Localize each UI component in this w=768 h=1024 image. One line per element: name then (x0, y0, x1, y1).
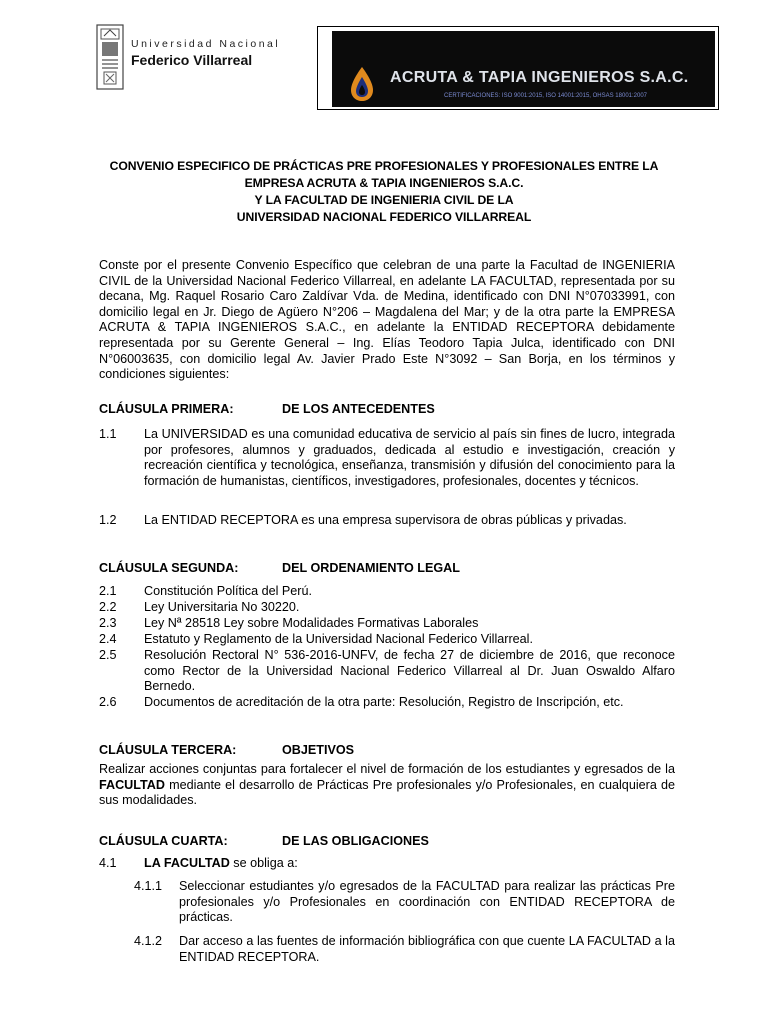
objectives-paragraph (99, 762, 675, 809)
university-name-line2: Federico Villarreal (131, 52, 253, 68)
item-text: Documentos de acreditación de la otra parte: Resolución, Registro de Inscripción, etc. (144, 695, 624, 709)
university-name-line1: Universidad Nacional (131, 38, 281, 50)
clause-item (99, 856, 675, 872)
company-logo-box (317, 26, 719, 110)
intro-company-name: EMPRESA ACRUTA & TAPIA INGENIEROS S.A.C. (99, 304, 675, 335)
item-number: 1.1 (99, 427, 117, 441)
item-rest: se obliga a: (229, 856, 298, 870)
company-logo-banner (332, 31, 715, 107)
item-text: Resolución Rectoral N° 536-2016-UNFV, de fecha 27 de diciembre de 2016, que reconoce como Rector de la Universidad Nacional Federico Villarreal al Dr. Juan Oswaldo Alfaro Bernedo. (144, 648, 675, 694)
clause-tercera-heading (99, 743, 355, 757)
title-line-1: CONVENIO ESPECIFICO DE PRÁCTICAS PRE PROFESIONALES Y PROFESIONALES ENTRE LA (109, 159, 659, 173)
intro-text-2: , en adelante la ENTIDAD RECEPTORA debidamente representada por su Gerente General – Ing. Elías Teodoro Tapia Julca, identificado con DNI N°06003635, con domicilio legal Av. Javier Prado Este N°3092 – San Borja, en los términos y condiciones siguientes: (99, 320, 676, 382)
university-crest-icon (96, 24, 124, 90)
clause-subitem (134, 934, 675, 966)
objectives-text-1: Realizar acciones conjuntas para fortalecer el nivel de formación de los estudiantes y egresados de la (99, 762, 675, 776)
item-number: 2.4 (99, 632, 117, 646)
company-certifications: CERTIFICACIONES: ISO 9001:2015, ISO 14001:2015, OHSAS 18001:2007 (444, 93, 648, 99)
subitem-number: 4.1.1 (134, 879, 163, 893)
subitem-text: Dar acceso a las fuentes de información bibliográfica con que cuente LA FACULTAD a la ENTIDAD RECEPTORA. (179, 934, 675, 964)
intro-paragraph (99, 258, 675, 383)
item-text: La UNIVERSIDAD es una comunidad educativa de servicio al país sin fines de lucro, integrada por profesores, alumnos y graduados, dedicada al estudio e investigación, creación y recreación científica y tecnológica, enseñanza, transmisión y difusión del conocimiento para la formación de humanistas, científicos, investigadores, profesionales, docentes y técnicos. (144, 427, 675, 488)
clause-title: DEL ORDENAMIENTO LEGAL (282, 561, 460, 575)
subitem-number: 4.1.2 (134, 934, 163, 948)
clause-item (99, 600, 675, 616)
company-logo-name: ACRUTA & TAPIA INGENIEROS S.A.C. (390, 69, 689, 86)
item-text (144, 856, 675, 872)
clause-label: CLÁUSULA PRIMERA: (99, 402, 234, 416)
clause-primera-heading (99, 402, 435, 416)
subitem-text: Seleccionar estudiantes y/o egresados de la FACULTAD para realizar las prácticas Pre profesionales y/o Profesionales en coordinación con ENTIDAD RECEPTORA de prácticas. (179, 879, 675, 925)
item-number: 2.6 (99, 695, 117, 709)
clause-label: CLÁUSULA CUARTA: (99, 834, 228, 848)
title-line-2: EMPRESA ACRUTA & TAPIA INGENIEROS S.A.C. (244, 176, 524, 190)
clause-item (99, 427, 675, 507)
item-number: 4.1 (99, 856, 117, 870)
item-number: 2.5 (99, 648, 117, 662)
clause-item (99, 513, 675, 545)
clause-item (99, 584, 675, 600)
title-line-4: UNIVERSIDAD NACIONAL FEDERICO VILLARREAL (236, 210, 532, 224)
clause-title: DE LAS OBLIGACIONES (282, 834, 429, 848)
flame-drop-icon (348, 65, 376, 103)
clause-item (99, 648, 675, 696)
item-number: 2.1 (99, 584, 117, 598)
intro-text-1: Conste por el presente Convenio Específico que celebran de una parte la Facultad de INGENIERIA CIVIL de la Universidad Nacional Federico Villarreal, en adelante LA FACULTAD, representada por su decana, Mg. Raquel Rosario Caro Zaldívar Vda. de Medina, identificado con DNI N°07033991, con domicilio legal en Jr. Diego de Agüero N°206 – Magdalena del Mar; y de la otra parte la (99, 258, 675, 319)
clause-item (99, 616, 675, 632)
clause-title: OBJETIVOS (282, 743, 355, 757)
clause-label: CLÁUSULA SEGUNDA: (99, 561, 239, 575)
item-text: Ley Universitaria No 30220. (144, 600, 300, 614)
item-text: Estatuto y Reglamento de la Universidad Nacional Federico Villarreal. (144, 632, 533, 646)
clause-title: DE LOS ANTECEDENTES (282, 402, 435, 416)
title-line-3: Y LA FACULTAD DE INGENIERIA CIVIL DE LA (254, 193, 514, 207)
item-number: 1.2 (99, 513, 117, 527)
objectives-bold: FACULTAD (99, 777, 165, 792)
clause-segunda-heading (99, 561, 460, 575)
item-text: La ENTIDAD RECEPTORA es una empresa supervisora de obras públicas y privadas. (144, 513, 627, 527)
clause-item (99, 632, 675, 648)
item-number: 2.3 (99, 616, 117, 630)
clause-cuarta-heading (99, 834, 429, 848)
clause-label: CLÁUSULA TERCERA: (99, 743, 237, 757)
objectives-text-2: mediante el desarrollo de Prácticas Pre profesionales y/o Profesionales, en cualquiera de sus modalidades. (99, 777, 675, 808)
agreement-title (60, 158, 708, 226)
item-number: 2.2 (99, 600, 117, 614)
item-text: Constitución Política del Perú. (144, 584, 313, 598)
clause-item (99, 695, 675, 727)
clause-subitem (134, 879, 675, 927)
item-bold: LA FACULTAD (144, 856, 230, 870)
item-text: Ley Nª 28518 Ley sobre Modalidades Formativas Laborales (144, 616, 479, 630)
